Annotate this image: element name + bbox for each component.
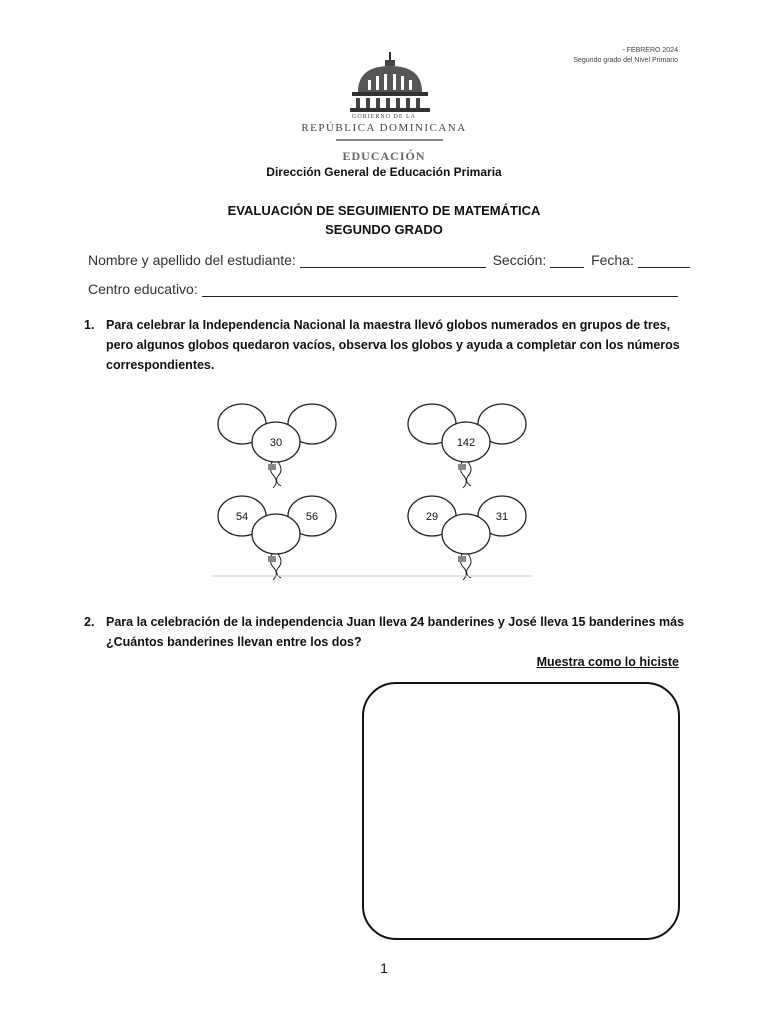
balloon-number: 31 (495, 511, 509, 523)
balloon-knot (458, 556, 466, 562)
balloons-figure (212, 400, 532, 580)
header-date: - FEBRERO 2024 (622, 47, 678, 54)
logo-line1: GOBIERNO DE LA (352, 114, 416, 120)
name-field[interactable] (300, 253, 486, 268)
question-1-number: 1. (84, 318, 95, 332)
balloon-string (277, 554, 281, 578)
logo-divider (336, 139, 443, 141)
date-field[interactable] (638, 253, 690, 268)
balloon-group (218, 404, 336, 488)
student-info-row (88, 252, 680, 268)
name-label: Nombre y apellido del estudiante: (88, 252, 296, 268)
balloon-number: 56 (305, 511, 319, 523)
page-number: 1 (380, 960, 388, 976)
question-2-text: Para la celebración de la independencia Juan lleva 24 banderines y José lleva 15 banderines más ¿Cuántos banderines llevan entre los dos? (106, 615, 685, 649)
page-title: EVALUACIÓN DE SEGUIMIENTO DE MATEMÁTICA (227, 203, 541, 218)
balloon-string (467, 554, 471, 578)
logo-line2: REPÚBLICA DOMINICANA (301, 122, 467, 134)
capitol-dome-icon (330, 50, 450, 120)
balloon-number: 30 (269, 437, 283, 449)
page-subtitle: SEGUNDO GRADO (325, 222, 443, 237)
balloon-string (277, 462, 281, 486)
balloon-number: 142 (456, 437, 476, 449)
section-field[interactable] (550, 253, 584, 268)
show-work-label: Muestra como lo hiciste (536, 655, 679, 669)
balloon (442, 514, 490, 554)
section-label: Sección: (492, 252, 547, 268)
answer-box[interactable] (362, 682, 680, 940)
center-row (88, 281, 680, 297)
balloon-group (218, 496, 336, 580)
balloon-string (467, 462, 471, 486)
center-label: Centro educativo: (88, 281, 198, 297)
balloon-group (408, 496, 526, 580)
balloon-knot (268, 464, 276, 470)
balloon-number: 29 (425, 511, 439, 523)
balloon-number: 54 (235, 511, 249, 523)
logo-line3: EDUCACIÓN (342, 149, 426, 163)
balloons-illustration (212, 400, 532, 580)
balloon-knot (268, 556, 276, 562)
header-grade: Segundo grado del Nivel Primario (573, 57, 678, 64)
center-field[interactable] (202, 282, 678, 297)
date-label: Fecha: (591, 252, 634, 268)
balloon (252, 514, 300, 554)
balloon-group (408, 404, 526, 488)
document-header (573, 46, 678, 66)
direction-title: Dirección General de Educación Primaria (266, 165, 502, 179)
question-1-text: Para celebrar la Independencia Nacional la maestra llevó globos numerados en grupos de tres, pero algunos globos quedaron vacíos, observa los globos y ayuda a completar con los números correspondientes. (106, 318, 680, 372)
question-2-number: 2. (84, 615, 95, 629)
balloon-knot (458, 464, 466, 470)
